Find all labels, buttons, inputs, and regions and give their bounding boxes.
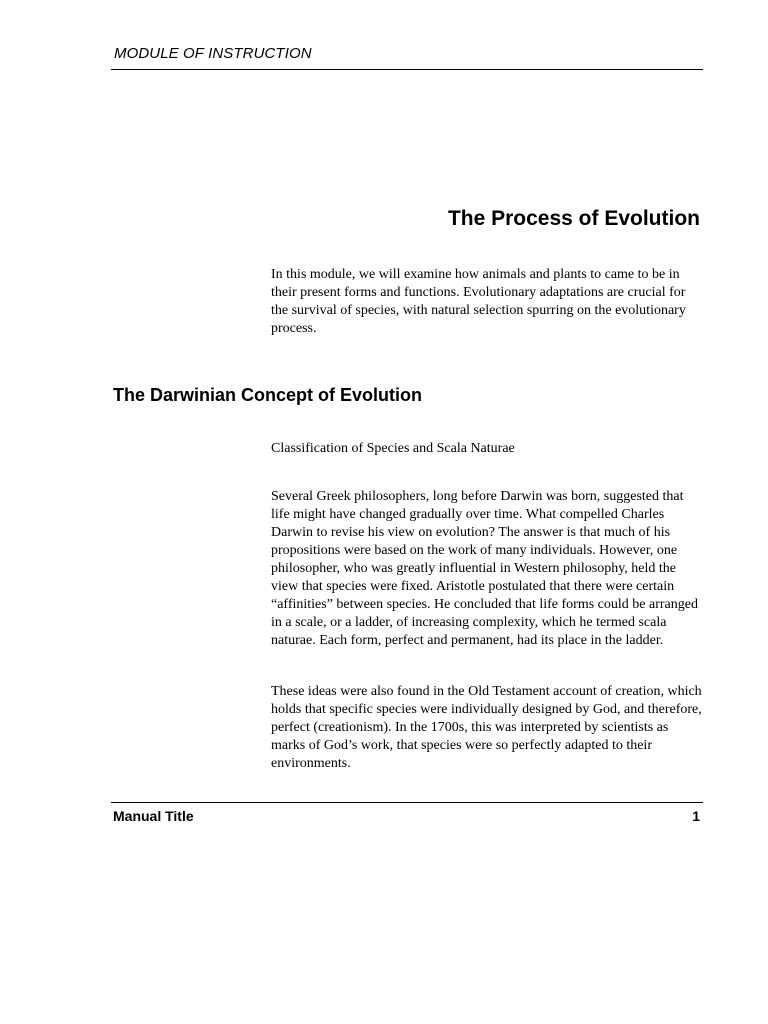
document-title: The Process of Evolution [447,207,700,230]
header-divider [111,69,703,70]
footer-page-number: 1 [692,808,700,824]
footer-divider [111,802,703,803]
section-heading: The Darwinian Concept of Evolution [113,385,423,405]
module-header-label: MODULE OF INSTRUCTION [114,45,312,62]
intro-paragraph: In this module, we will examine how animals and plants to came to be in their present forms and functions. Evolutionary adaptations are crucial for the survival of species, with natural selection spurring on the evolutionary process. [271,267,686,336]
footer-manual-title: Manual Title [113,808,194,824]
body-paragraph-1: Several Greek philosophers, long before Darwin was born, suggested that life might have changed gradually over time. What compelled Charles Darwin to revise his view on evolution? The answer is that much of his propositions were based on the work of many individuals. However, one philosopher, who was greatly influential in Western philosophy, held the view that species were fixed. Aristotle postulated that there were certain “affinities” between species. He concluded that life forms could be arranged in a scale, or a ladder, of increasing complexity, which he termed scala naturae. Each form, perfect and permanent, had its place in the ladder. [271,489,698,648]
subsection-heading: Classification of Species and Scala Naturae [271,441,515,456]
body-paragraph-2: These ideas were also found in the Old Testament account of creation, which holds that specific species were individually designed by God, and therefore, perfect (creationism). In the 1700s, this was interpreted by scientists as marks of God’s work, that species were so perfectly adapted to their environments. [271,684,702,771]
